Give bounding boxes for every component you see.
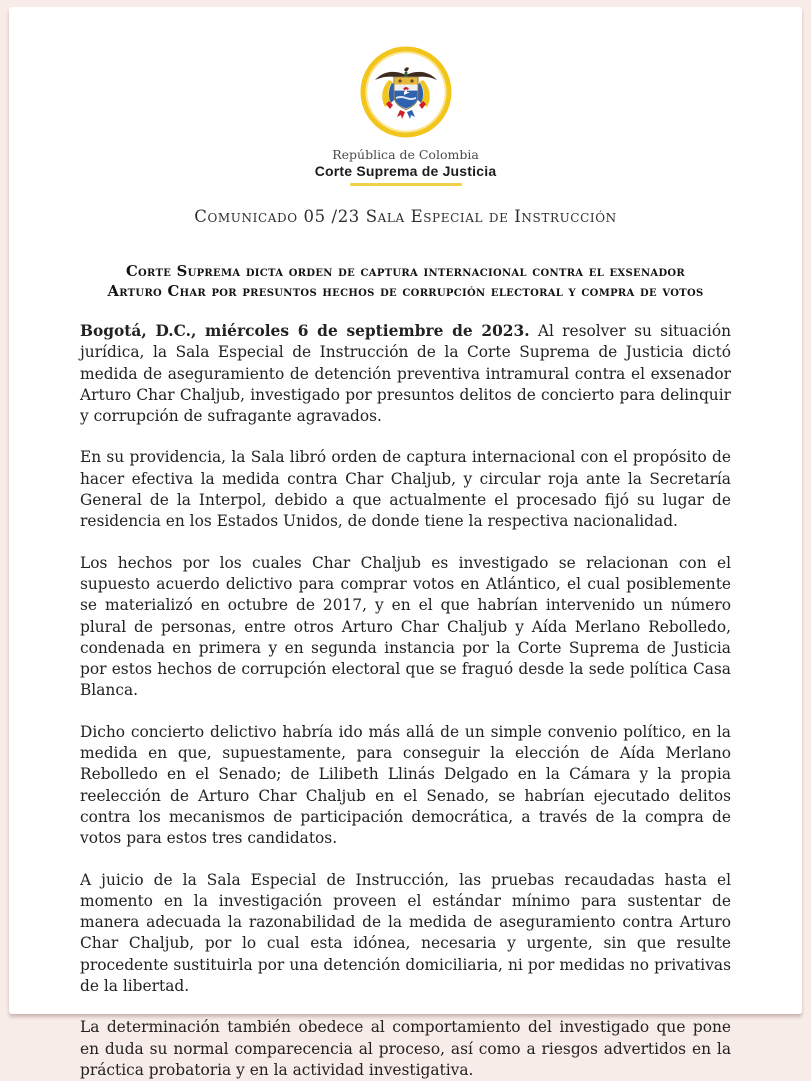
paragraph-5: A juicio de la Sala Especial de Instrucción, las pruebas recaudadas hasta el momento en la investigación proveen el estándar mínimo para sustentar de manera adecuada la razonabilidad de la medida de aseguramiento contra Arturo Char Chaljub, por lo cual esta idónea, necesaria y urgente, sin que resulte procedente sustituirla por una detención domiciliaria, ni por medidas no privativas de la libertad. xyxy=(80,870,731,996)
dateline: Bogotá, D.C., miércoles 6 de septiembre de 2023. xyxy=(80,322,530,340)
paragraph-1 xyxy=(80,321,731,427)
colombia-coat-of-arms-icon xyxy=(358,44,454,140)
document-title-line2: Arturo Char por presuntos hechos de corrupción electoral y compra de votos xyxy=(107,283,704,300)
paragraph-6: La determinación también obedece al comportamiento del investigado que pone en duda su normal comparecencia al proceso, así como a riesgos advertidos en la práctica probatoria y en la actividad investigativa. xyxy=(80,1018,731,1079)
document-title-line1: Corte Suprema dicta orden de captura internacional contra el exsenador xyxy=(125,263,686,280)
republic-caption: República de Colombia xyxy=(332,147,479,162)
document-page xyxy=(9,7,802,1079)
comunicado-line: Comunicado 05 /23 Sala Especial de Instrucción xyxy=(194,207,617,226)
paragraph-3: Los hechos por los cuales Char Chaljub es investigado se relacionan con el supuesto acuerdo delictivo para comprar votos en Atlántico, el cual posiblemente se materializó en octubre de 2017, y en el que habrían intervenido un número plural de personas, entre otros Arturo Char Chaljub y Aída Merlano Rebolledo, condenada en primera y en segunda instancia por la Corte Suprema de Justicia por estos hechos de corrupción electoral que se fraguó desde la sede política Casa Blanca. xyxy=(80,553,731,700)
court-caption: Corte Suprema de Justicia xyxy=(314,163,497,179)
document-body xyxy=(80,321,731,1081)
gold-underline xyxy=(350,183,462,186)
coat-of-arms-seal xyxy=(358,44,454,140)
document-title xyxy=(80,262,731,302)
paragraph-2: En su providencia, la Sala libró orden de captura internacional con el propósito de hacer efectiva la medida contra Char Chaljub, y circular roja ante la Secretaría General de la Interpol, debido a que actualmente el procesado fijó su lugar de residencia en los Estados Unidos, de donde tiene la respectiva nacionalidad. xyxy=(80,448,731,531)
paragraph-4: Dicho concierto delictivo habría ido más allá de un simple convenio político, en la medida en que, supuestamente, para conseguir la elección de Aída Merlano Rebolledo en el Senado; de Lilibeth Llinás Delgado en la Cámara y la propia reelección de Arturo Char Chaljub en el Senado, se habrían ejecutado delitos contra los mecanismos de participación democrática, a través de la compra de votos para estos tres candidatos. xyxy=(80,722,731,848)
paragraph-1-text: Al resolver su situación jurídica, la Sala Especial de Instrucción de la Corte Suprema de Justicia dictó medida de aseguramiento de detención preventiva intramural contra el exsenador Arturo Char Chaljub, investigado por presuntos delitos de concierto para delinquir y corrupción de sufragante agravados. xyxy=(80,322,731,426)
